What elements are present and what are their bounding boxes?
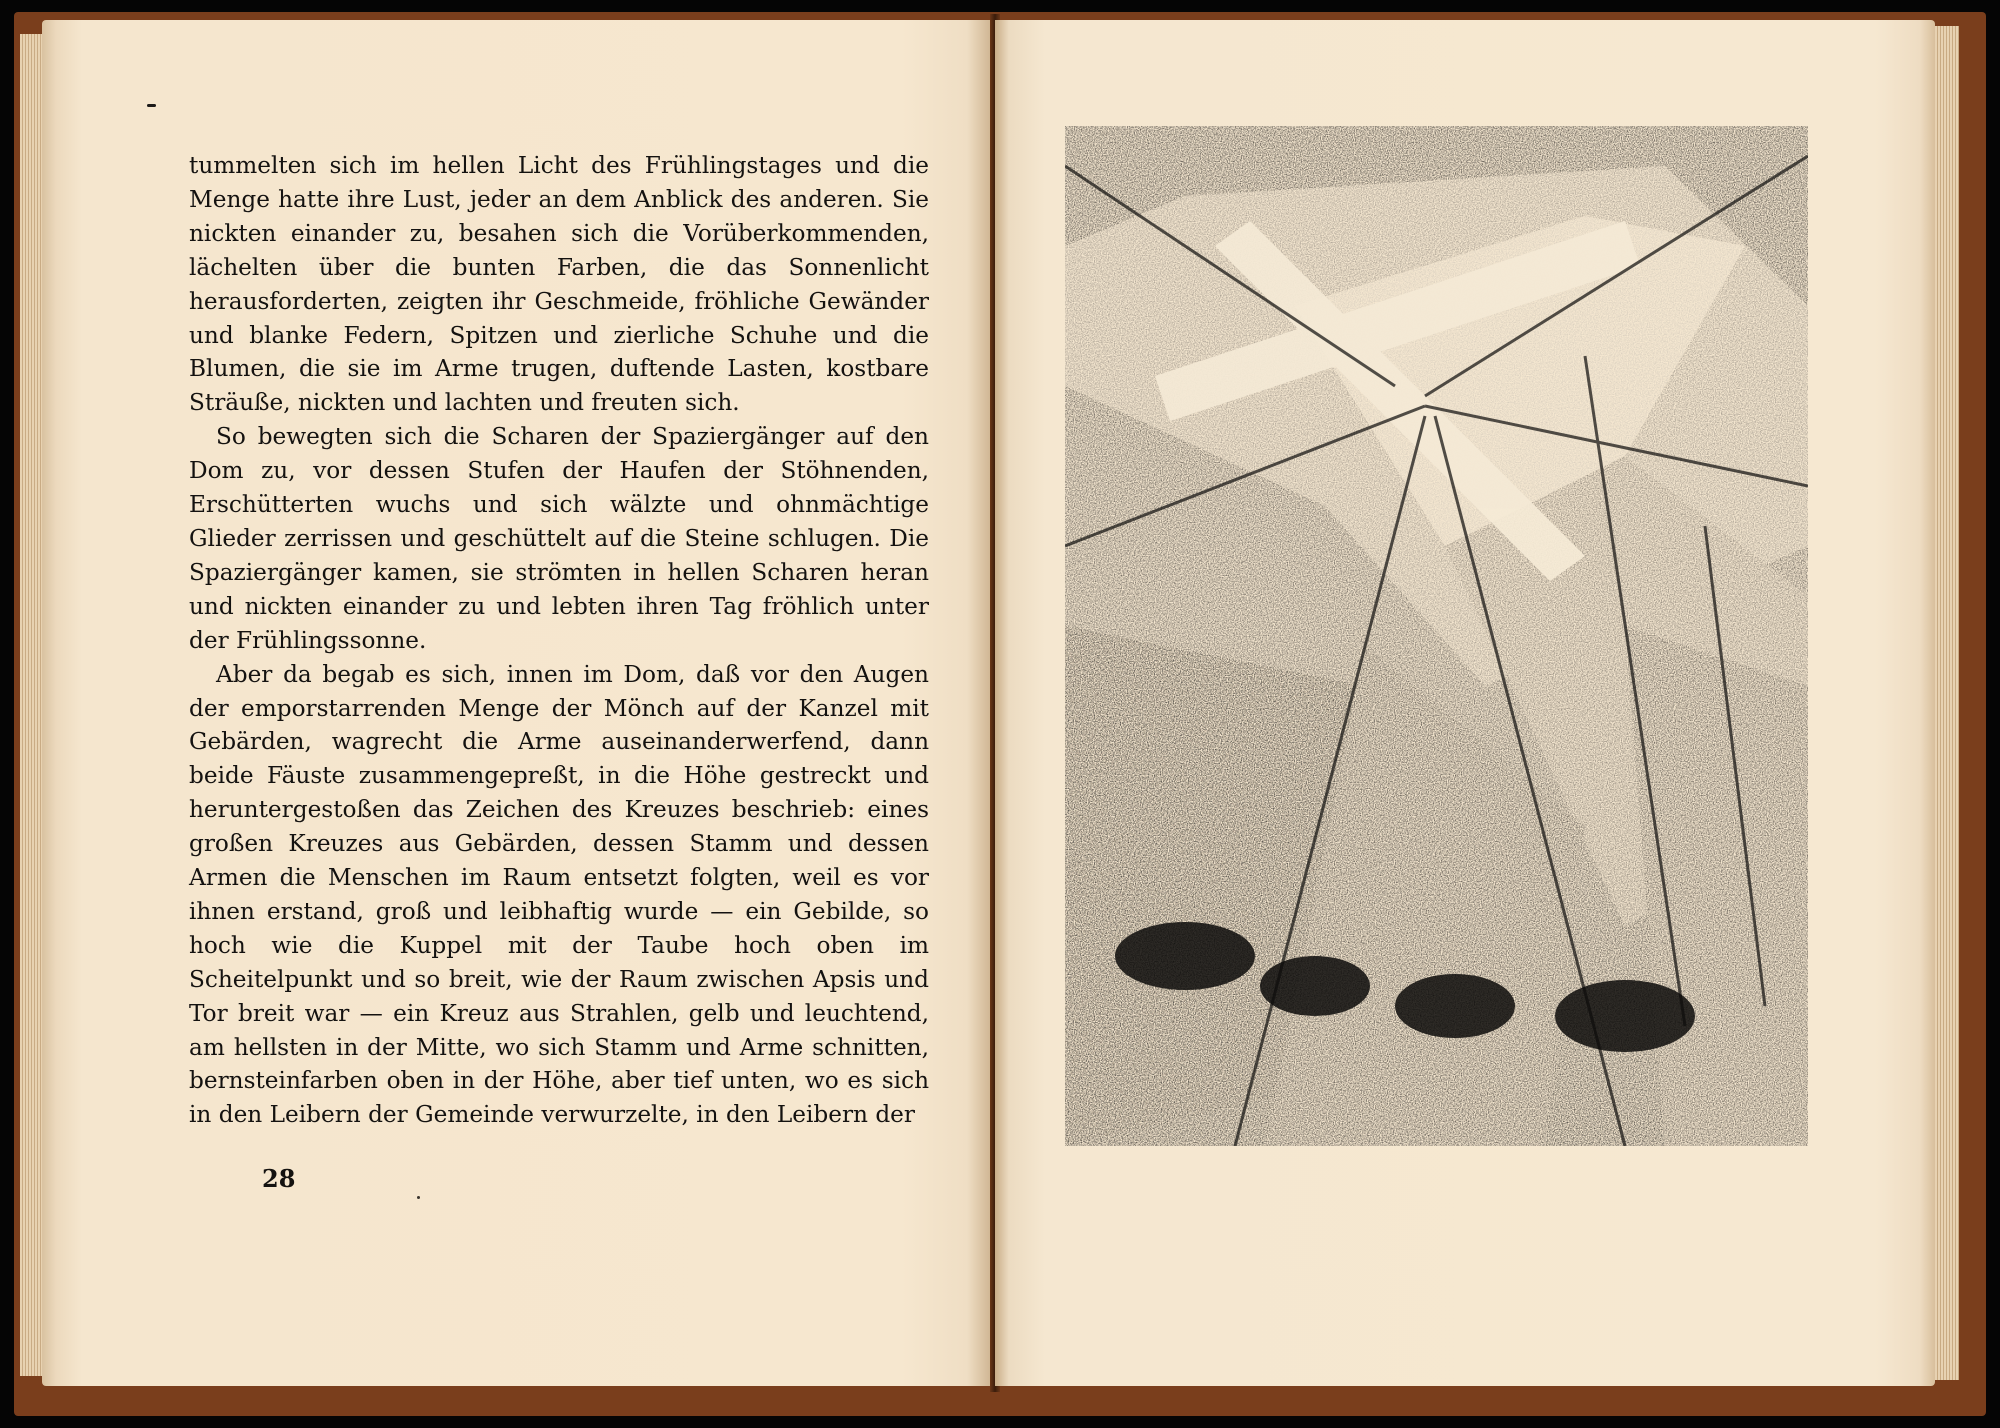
left-page-edges — [20, 34, 42, 1376]
paragraph-3: Aber da begab es sich, innen im Dom, daß vor den Augen der emporstarrenden Menge der Mönch auf der Kanzel mit Gebärden, wagrecht die Arme auseinanderwerfend, dann beide Fäuste zusammengepreßt, in die Höhe gestreckt und heruntergestoßen das Zeichen des Kreuzes beschrieb: eines großen Kreuzes aus Gebärden, dessen Stamm und dessen Armen die Menschen im Raum entsetzt folgten, weil es vor ihnen erstand, groß und leibhaftig wurde — ein Gebilde, so hoch wie die Kuppel mit der Taube hoch oben im Scheitelpunkt und so breit, wie der Raum zwischen Apsis und Tor breit war — ein Kreuz aus Strahlen, gelb und leuchtend, am hellsten in der Mitte, wo sich Stamm und Arme schnitten, bernsteinfarben oben in der Höhe, aber tief unten, wo es sich in den Leibern der Gemeinde verwurzelte, in den Leibern der — [189, 660, 929, 1129]
right-page-edges — [1935, 26, 1959, 1380]
paragraph-1: tummelten sich im hellen Licht des Frühlingstages und die Menge hatte ihre Lust, jeder an dem Anblick des anderen. Sie nickten einander zu, besahen sich die Vorüberkommenden, lächelten über die bunten Farben, die das Sonnenlicht herausforderten, zeigten ihr Geschmeide, fröhliche Gewänder und blanke Federn, Spitzen und zierliche Schuhe und die Blumen, die sie im Arme trugen, duftende Lasten, kostbare Sträuße, nickten und lachten und freuten sich. — [189, 152, 929, 417]
body-text — [189, 149, 929, 1132]
ink-mark — [147, 104, 156, 107]
paragraph-2: So bewegten sich die Scharen der Spaziergänger auf den Dom zu, vor dessen Stufen der Haufen der Stöhnenden, Erschütterten wuchs und sich wälzte und ohnmächtige Glieder zerrissen und geschüttelt auf die Steine schlugen. Die Spaziergänger kamen, sie strömten in hellen Scharen heran und nickten einander zu und lebten ihren Tag fröhlich unter der Frühlingssonne. — [189, 423, 929, 654]
ink-speck — [417, 1196, 420, 1199]
lithograph-illustration — [1065, 126, 1808, 1146]
page-number: 28 — [262, 1164, 296, 1193]
cross-illustration-image — [1065, 126, 1808, 1146]
